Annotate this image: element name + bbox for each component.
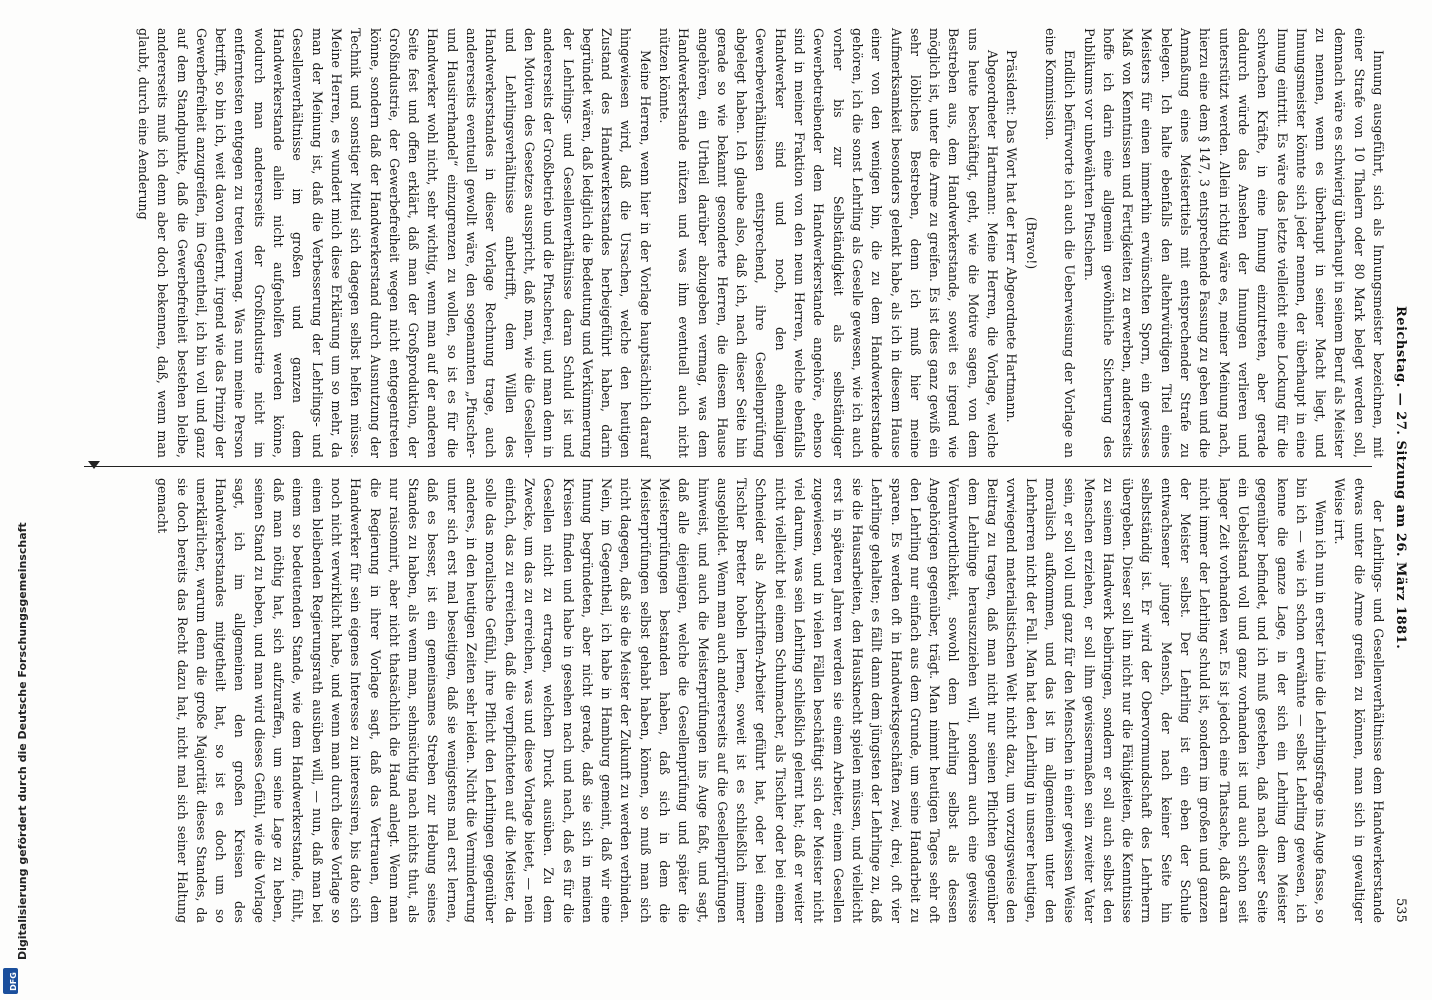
dfg-logo-icon: DFG [3, 968, 18, 994]
digitization-credit: Digitalisierung gefördert durch die Deutsche Forschungsgemeinschaft [16, 522, 29, 960]
column-divider-mark [88, 461, 100, 469]
paragraph: der Lehrlings- und Gesellenverhältnisse dem Handwerkerstande etwas unter die Arme greifen zu können, man sich in gewaltiger Weise irrt. [1332, 478, 1386, 923]
page-header-title: Reichstag. — 27. Sitzung am 26. März 1881. [1393, 306, 1408, 650]
page-number: 535 [1393, 898, 1408, 923]
paragraph: Wenn ich nun in erster Linie die Lehrlingsfrage ins Auge fasse, so bin ich — wie ich schon erwähnte — selbst Lehrling gewesen, ich kenne die ganze Lage, in der sich ein Lehrling dem Meister gegenüber befindet, und ich muß gestehen, daß nach dieser Seite ein Uebelstand voll und ganz vorhanden ist und auch schon seit langer Zeit vorhanden war. Es ist jedoch eine Thatsache, daß daran nicht immer der Lehrling schuld ist, sondern im großen und ganzen der Meister selbst. Der Lehrling ist ein eben der Schule entwachsener junger Mensch, der nach keiner Seite hin selbstständig ist. Er wird der Obervormundschaft des Lehrherrn übergeben. Dieser soll ihn nicht nur die Fähigkeiten, die Kenntnisse zu seinem Handwerk beibringen, sondern er soll auch selbst den Menschen erziehen, er soll ihm gewissermaßen sein zweiter Vater sein, er soll voll und ganz für den Menschen in einer gewissen Weise moralisch aufkommen, und das ist im allgemeinen unter den Lehrherren nicht der Fall. Man hat den Lehrling in unserer heutigen, vorwiegend materialistischen Welt nicht dazu, um vorzugsweise den Beitrag zu tragen, daß man nicht nur seinen Pflichten gegenüber dem Lehrlinge herauszuziehen will, sondern auch eine gewisse Verantwortlichkeit, sowohl dem Lehrling selbst als dessen Angehörigen gegenüber, trägt. Man nimmt heutigen Tages sehr oft den Lehrling nur einfach aus dem Grunde, um seine Handarbeit zu sparen. Es werden oft in Handwerksgeschäften zwei, drei, oft vier Lehrlinge gehalten; es fällt dann dem jüngsten der Lehrlinge zu, daß sie die Hausarbeiten, den Hausknecht spielen müssen, und vielleicht erst in späteren Jahren werden sie einem Arbeiter, einem Gesellen zugewiesen, und in vielen Fällen beschäftigt sich der Meister nicht viel darum, was sein Lehrling schließlich gelernt hat; daß er weiter nicht vielleicht bei einem Schuhmacher, als Tischler oder bei einem Schneider als Abschriften-Arbeiter geführt hat, oder bei einem Tischler Bretter hobeln lernen, soweit ist es schließlich immer ausgebildet. Wenn man auch andererseits auf die Gesellenprüfungen hinweist, und auch die Meisterprüfungen ins Auge faßt, und sagt, daß alle diejenigen, welche die Gesellenprüfung und später die Meisterprüfungen bestanden haben, daß sich in dem die Meisterprüfungen selbst gehabt haben, können, so muß man sich nicht dagegen, daß sie die Meister der Zukunft zu werden verbinden. Nein, im Gegentheil, ich habe in Hamburg gemeint, daß wir eine Innung begründeten, aber nicht gerade, daß sie sich in meinen Kreisen finden und habe in gesehen nach und nach, daß es für die Gesellen nicht zu ertragen, welchen Druck ausüben. Zu dem Zwecke, um das zu erreichen, was und diese Vorlage bietet, — nein einfach, das zu erreichen, daß die verpflichteten auf die Meister, da solle das moralische Gefühl, ihre Pflicht den Lehrlingen gegenüber anderes, in den heutigen Zeiten sehr leiden. Nicht die Verminderung unter sich erst mal beseitigen, daß sie wenigstens mal erst lernen, daß es besser, ist ein gemeinsames Streben zur Hebung seines Standes zu haben, als wenn man, sehnsüchtig nach nichts thut, als nur raisonnirt, aber nicht thatsächlich die Hand anlegt. Wenn man die Regierung in ihrer Vorlage sagt, daß das Vertrauen, dem Handwerker für sein eigenes Interesse zu interessiren, bis dato sich noch nicht verwirklicht habe, und wenn man durch diese Vorlage so einen bleibenden Regierungsrath ausüben will, — nun, daß man bei einem so bedeutenden Stande, wie dem Handwerkerstande, fühlt, daß man nöthig hat, sich aufzuraffen, um seine Lage zu heben, seinen Stand zu heben, und man wird dieses Gefühl, wie die Vorlage sagt, ich im allgemeinen den großen Kreisen des Handwerkerstandes mitgetheilt hat, so ist es doch um so unerklärlicher, warum denn die große Majorität dieses Standes, da sie doch bereits das Recht dazu hat, nicht mal sich seiner Haltung gemacht [155, 478, 1329, 923]
text-column-left [98, 28, 1388, 458]
column-divider [84, 466, 1372, 467]
paragraph: Endlich befürworte ich auch die Ueberweisung der Vorlage an eine Kommission. [1042, 28, 1078, 458]
paragraph: (Bravo!) [1023, 216, 1039, 270]
paragraph: Meine Herren, wenn hier in der Vorlage hauptsächlich darauf hingewiesen wird, daß die Ursachen, welche den heutigen Zustand des Handwerkerstandes herbeigeführt haben, darin begründet wären, daß lediglich die Bedeutung und Verkümmerung der Lehrlings- und Gesellenverhältnisse daran Schuld ist und andererseits der Großbetrieb und die Pfuscherei, und man denn in den Motiven des Gesetzes ausspricht, daß man, wie die Gesellen- und Lehrlingsverhältnisse anbetrifft, dem Willen des Handwerkerstandes in dieser Vorlage Rechnung trage, auch andererseits eventuell gewollt wäre, den sogenannten „Pfuscher- und Hausirerhandel“ einzugrenzen zu wollen, so ist es für die Handwerker wohl nicht, sehr wichtig, wenn man auf der anderen Seite fest und offen erklärt, daß man der Großproduktion, der Großindustrie, der Gewerbefreiheit wegen nicht entgegentreten könne, sondern daß der Handwerkerstand durch Ausnutzung der Technik und sonstiger Mittel sich dagegen selbst helfen müsse. Meine Herren, es wundert mich diese Erklärung um so mehr, da man der Meinung ist, daß die Verbesserung der Lehrlings- und Gesellenverhältnisse im großen und ganzen dem Handwerkerstande allein nicht aufgeholfen werden könne, wodurch man andererseits der Großindustrie nicht im entferntesten entgegen zu treten vermag. Was nun meine Person betrifft, so bin ich, weit davon entfernt, irgend wie das Prinzip der Gewerbefreiheit anzugreifen, im Gegentheil, ich bin voll und ganz auf dem Standpunkte, daß die Gewerbefreiheit bestehen bleibe, andererseits muß ich denn aber doch bekennen, daß, wenn man glaubt, durch eine Aenderung [136, 28, 653, 458]
paragraph: Abgeordneter Hartmann: Meine Herren, die Vorlage, welche uns heute beschäftigt, geht, wie die Motive sagen, von dem Bestreben aus, dem Handwerkerstande, soweit es irgend wie möglich ist, unter die Arme zu greifen. Es ist dies ganz gewiß ein sehr löbliches Bestreben, denn ich muß hier meine Aufmerksamkeit besonders gelenkt habe, als ich in diesem Hause einer von den wenigen bin, die zu dem Handwerkerstande gehören, ich die sonst Lehrling als Geselle gewesen, wie ich auch vorher bis zur Selbständigkeit als selbständiger Gewerbetreibender dem Handwerkerstande angehöre, ebenso sind in meiner Fraktion von den neun Herren, welche ebenfalls Handwerker sind und noch, den ehemaligen Gewerbeverhältnissen entsprechend, ihre Gesellenprüfung abgelegt haben. Ich glaube also, daß ich, nach dieser Seite hin gerade so wie bekannt gesonderte Herren, die diesem Hause angehören, ein Urtheil darüber abzugeben vermag, was dem Handwerkerstande nützen und was ihm eventuell auch nicht nützen könnte. [657, 28, 1001, 458]
paragraph: Präsident: Das Wort hat der Herr Abgeordnete Hartmann. [1004, 50, 1020, 423]
text-column-right [98, 478, 1388, 923]
paragraph: Innung ausgeführt, sich als Innungsmeister bezeichnen, mit einer Strafe von 10 Thalern oder 80 Mark belegt werden soll, demnach wäre es schwierig überhaupt in seinem Beruf als Meister zu nennen, wenn es überhaupt in seiner Macht liegt, und Innungsmeister könnte sich jeder nennen, der überhaupt in eine Innung eintritt. Es wäre das letzte vielleicht eine Lockung für die schwachen Kräfte, in eine Innung einzutreten, aber gerade dadurch würde das Ansehen der Innungen verlieren und unterstützt werden. Allein richtig wäre es, meiner Meinung nach, hierzu eine dem § 147, 3 entsprechende Fassung zu geben und die Anmaßung eines Meistertitels mit entsprechender Strafe zu belegen. Ich halte ebenfalls den altehrwürdigen Titel eines Meisters für einen immerhin erwünschten Sporn, ein gewisses Maß von Kenntnissen und Fertigkeiten zu erwerben, andererseits hoffe ich darin eine allgemein gewöhnliche Sicherung des Publikums vor unbewährten Pfuschern. [1081, 28, 1386, 458]
